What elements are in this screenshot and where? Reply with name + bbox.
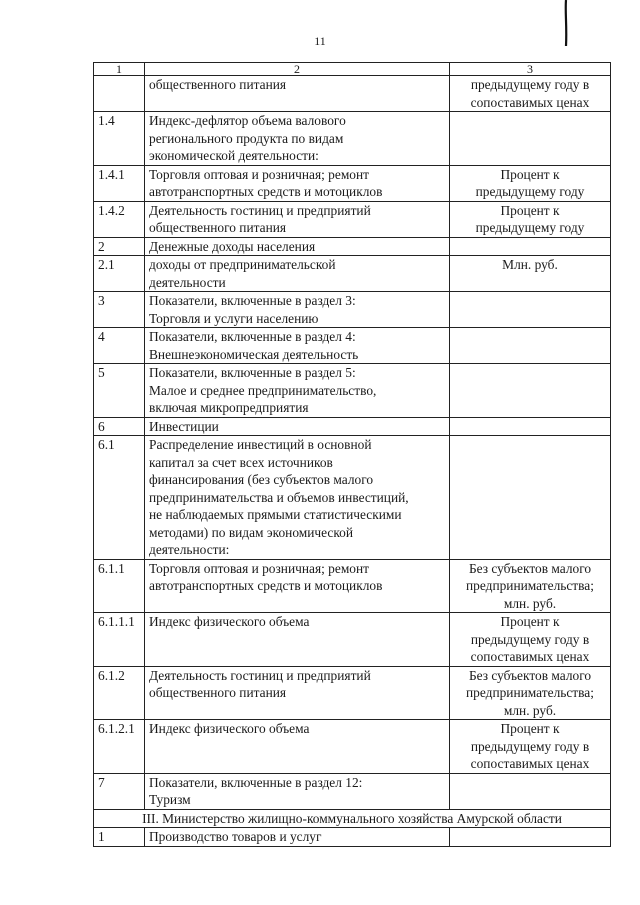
- table-row: [94, 613, 611, 667]
- row-number: 4: [94, 328, 145, 364]
- row-number: 6.1: [94, 436, 145, 560]
- row-name: Торговля оптовая и розничная; ремонт автотранспортных средств и мотоциклов: [145, 165, 450, 201]
- row-number: 7: [94, 773, 145, 809]
- row-unit: [450, 364, 611, 418]
- row-unit: Процент к предыдущему году в сопоставимых ценах: [450, 613, 611, 667]
- row-number: 2: [94, 237, 145, 256]
- row-name: Показатели, включенные в раздел 12: Туризм: [145, 773, 450, 809]
- row-unit: Без субъектов малого предпринимательства; млн. руб.: [450, 666, 611, 720]
- row-number: 1.4: [94, 112, 145, 166]
- row-unit: [450, 828, 611, 847]
- row-number: 6: [94, 417, 145, 436]
- row-number: 1: [94, 828, 145, 847]
- row-unit: Без субъектов малого предпринимательства; млн. руб.: [450, 559, 611, 613]
- row-name: Показатели, включенные в раздел 4: Внешнеэкономическая деятельность: [145, 328, 450, 364]
- table-row: [94, 666, 611, 720]
- table-row: [94, 328, 611, 364]
- table-row: [94, 256, 611, 292]
- statistics-indicators-table: [93, 62, 611, 847]
- section-title-row: [94, 809, 611, 828]
- row-name: Инвестиции: [145, 417, 450, 436]
- row-number: 6.1.1: [94, 559, 145, 613]
- table-row: [94, 112, 611, 166]
- row-name: Распределение инвестиций в основной капитал за счет всех источников финансирования (без субъектов малого предпринимательства и объемов инвестиций, не наблюдаемых прямыми статистическими методами) по видам экономической деятельности:: [145, 436, 450, 560]
- row-name: Индекс-дефлятор объема валового регионального продукта по видам экономической деятельности:: [145, 112, 450, 166]
- row-unit: предыдущему году в сопоставимых ценах: [450, 76, 611, 112]
- row-name: доходы от предпринимательской деятельности: [145, 256, 450, 292]
- table-row: [94, 364, 611, 418]
- page-number: 11: [314, 34, 326, 48]
- table-row: [94, 773, 611, 809]
- margin-stroke-mark: [563, 0, 569, 46]
- row-name: Индекс физического объема: [145, 720, 450, 774]
- row-unit: [450, 328, 611, 364]
- row-name: Деятельность гостиниц и предприятий общественного питания: [145, 201, 450, 237]
- row-number: 6.1.2: [94, 666, 145, 720]
- row-number: [94, 76, 145, 112]
- table-row: [94, 237, 611, 256]
- row-unit: Процент к предыдущему году: [450, 165, 611, 201]
- row-number: 6.1.1.1: [94, 613, 145, 667]
- row-name: Торговля оптовая и розничная; ремонт автотранспортных средств и мотоциклов: [145, 559, 450, 613]
- row-name: Деятельность гостиниц и предприятий общественного питания: [145, 666, 450, 720]
- row-number: 5: [94, 364, 145, 418]
- row-unit: [450, 773, 611, 809]
- row-number: 3: [94, 292, 145, 328]
- table-row: [94, 828, 611, 847]
- table-row: [94, 559, 611, 613]
- row-name: Денежные доходы населения: [145, 237, 450, 256]
- table-row: [94, 292, 611, 328]
- row-unit: [450, 112, 611, 166]
- row-name: Производство товаров и услуг: [145, 828, 450, 847]
- row-unit: [450, 237, 611, 256]
- table-row: [94, 76, 611, 112]
- table-row: [94, 436, 611, 560]
- column-header-name: 2: [145, 63, 450, 76]
- row-number: 2.1: [94, 256, 145, 292]
- row-name: Показатели, включенные в раздел 3: Торговля и услуги населению: [145, 292, 450, 328]
- column-header-unit: 3: [450, 63, 611, 76]
- row-unit: Процент к предыдущему году: [450, 201, 611, 237]
- section-title: III. Министерство жилищно-коммунального хозяйства Амурской области: [94, 809, 611, 828]
- column-header-number: 1: [94, 63, 145, 76]
- table-row: [94, 165, 611, 201]
- row-unit: [450, 436, 611, 560]
- table-row: [94, 201, 611, 237]
- row-unit: [450, 292, 611, 328]
- row-name: Показатели, включенные в раздел 5: Малое и среднее предпринимательство, включая микропредприятия: [145, 364, 450, 418]
- row-name: общественного питания: [145, 76, 450, 112]
- row-unit: Млн. руб.: [450, 256, 611, 292]
- row-number: 6.1.2.1: [94, 720, 145, 774]
- table-header-row: [94, 63, 611, 76]
- row-unit: Процент к предыдущему году в сопоставимых ценах: [450, 720, 611, 774]
- table-row: [94, 720, 611, 774]
- table-row: [94, 417, 611, 436]
- row-number: 1.4.1: [94, 165, 145, 201]
- row-number: 1.4.2: [94, 201, 145, 237]
- row-name: Индекс физического объема: [145, 613, 450, 667]
- row-unit: [450, 417, 611, 436]
